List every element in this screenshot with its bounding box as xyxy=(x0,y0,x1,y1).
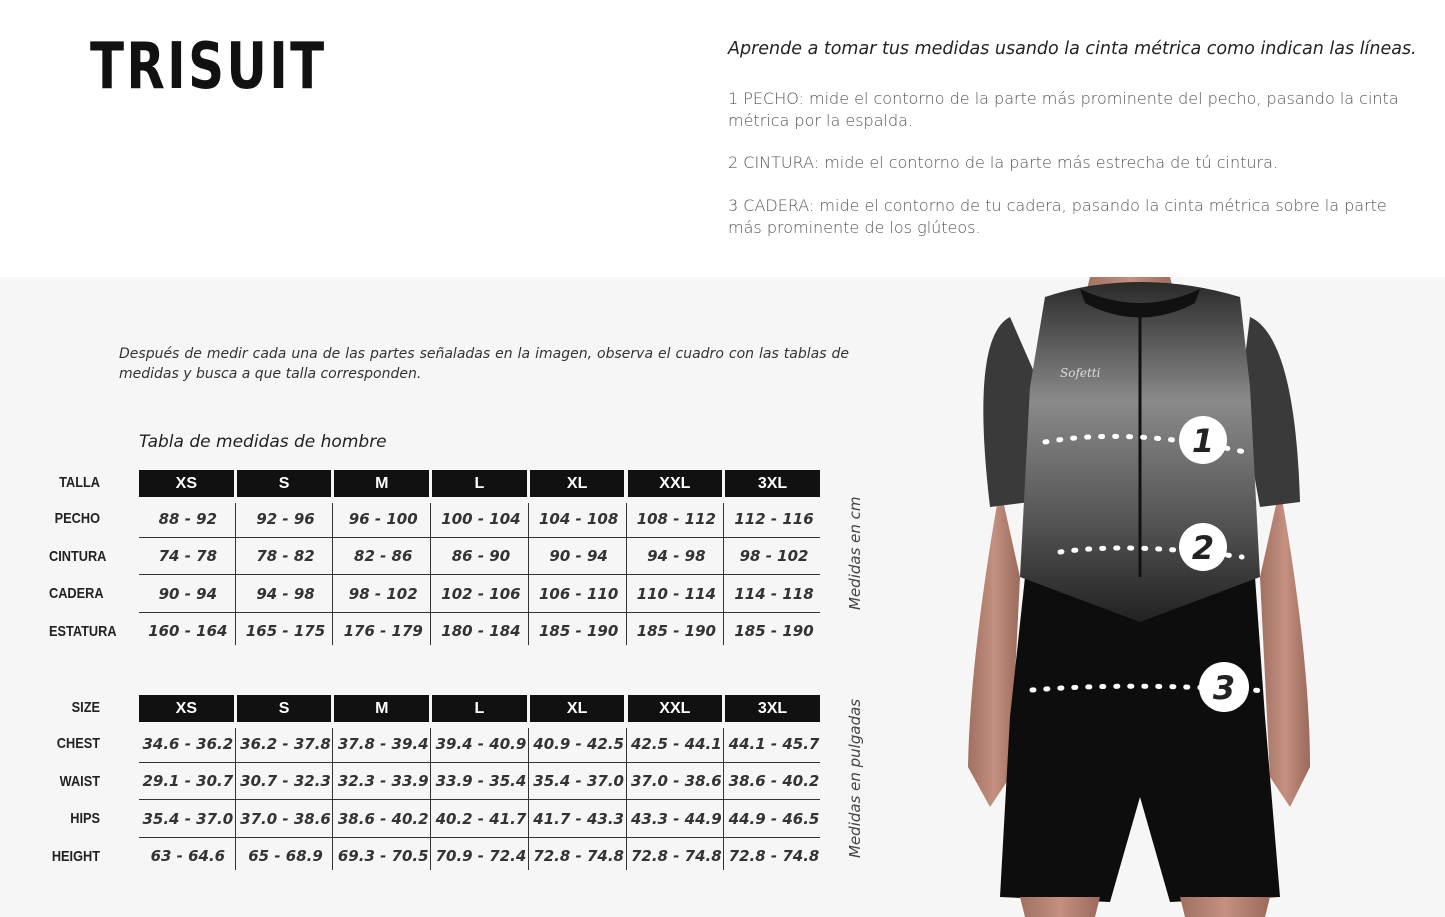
size-header-3xl: 3XL xyxy=(725,695,820,722)
table-cell: 114 - 118 xyxy=(734,584,814,603)
table-cell: 42.5 - 44.1 xyxy=(630,734,722,753)
instruction-hips: 3 CADERA: mide el contorno de tu cadera, pasando la cinta métrica sobre la parte más prominente de los glúteos. xyxy=(728,196,1387,237)
table-cell: 38.6 - 40.2 xyxy=(728,772,820,790)
brand-mark: Sofetti xyxy=(1060,366,1101,380)
column-divider xyxy=(235,728,236,870)
table-cell: 98 - 102 xyxy=(348,584,418,603)
size-header-xl: XL xyxy=(530,470,625,497)
size-header-xs: XS xyxy=(139,470,234,497)
top-section xyxy=(0,0,1445,277)
table-cell: 185 - 190 xyxy=(538,622,619,640)
table-cell: 78 - 82 xyxy=(256,547,315,565)
table-cell: 86 - 90 xyxy=(451,547,511,565)
table-cell: 110 - 114 xyxy=(636,584,716,603)
table-cell: 37.8 - 39.4 xyxy=(337,734,429,753)
table-cell: 44.1 - 45.7 xyxy=(728,734,820,753)
table-cell: 37.0 - 38.6 xyxy=(630,772,722,790)
svg-text:3: 3 xyxy=(1212,669,1236,707)
row-label-waist: WAIST xyxy=(59,772,100,790)
table-cell: 34.6 - 36.2 xyxy=(142,734,234,753)
row-label-chest: CHEST xyxy=(56,735,100,752)
table-cell: 40.2 - 41.7 xyxy=(435,809,527,828)
table-cell: 90 - 94 xyxy=(158,584,218,603)
table-cell: 33.9 - 35.4 xyxy=(435,772,527,790)
size-header-3xl: 3XL xyxy=(725,470,820,497)
howto-text: Aprende a tomar tus medidas usando la cinta métrica como indican las líneas. xyxy=(728,39,1417,59)
table-cell: 63 - 64.6 xyxy=(150,847,226,865)
column-divider xyxy=(528,503,529,645)
row-label-estatura: ESTATURA xyxy=(49,622,117,640)
header-label: SIZE xyxy=(71,699,100,716)
table-cell: 100 - 104 xyxy=(441,509,521,528)
table-cell: 41.7 - 43.3 xyxy=(533,809,624,828)
table-cell: 92 - 96 xyxy=(256,509,315,528)
column-divider xyxy=(626,728,627,870)
table-cell: 94 - 98 xyxy=(256,584,315,603)
column-divider xyxy=(723,503,724,645)
intro-text: Después de medir cada una de las partes señaladas en la imagen, observa el cuadro con las tablas de medidas y busca a que talla corresponden. xyxy=(119,346,849,382)
table-cell: 160 - 164 xyxy=(148,622,228,640)
table-cell: 165 - 175 xyxy=(245,622,326,640)
table-cell: 112 - 116 xyxy=(734,509,814,528)
table-cell: 40.9 - 42.5 xyxy=(533,734,624,753)
column-divider xyxy=(332,503,333,645)
size-header-xxl: XXL xyxy=(628,470,723,497)
instruction-chest: 1 PECHO: mide el contorno de la parte más prominente del pecho, pasando la cinta métrica por la espalda. xyxy=(728,89,1399,130)
table-cell: 30.7 - 32.3 xyxy=(240,772,331,790)
size-header-m: M xyxy=(334,470,429,497)
table-cell: 43.3 - 44.9 xyxy=(630,809,722,828)
table-cell: 35.4 - 37.0 xyxy=(533,772,624,790)
header-label: TALLA xyxy=(59,474,100,491)
size-header-s: S xyxy=(237,695,332,722)
inch-size-table xyxy=(40,695,830,865)
table-cell: 82 - 86 xyxy=(354,547,413,565)
table-cell: 72.8 - 74.8 xyxy=(630,847,722,865)
svg-text:2: 2 xyxy=(1191,529,1215,567)
table-cell: 180 - 184 xyxy=(441,622,521,640)
table-cell: 185 - 190 xyxy=(734,622,814,640)
cm-units-label: Medidas en cm xyxy=(846,496,864,610)
table-cell: 176 - 179 xyxy=(343,622,423,640)
table-cell: 104 - 108 xyxy=(538,509,619,528)
size-header-m: M xyxy=(334,695,429,722)
table-cell: 185 - 190 xyxy=(636,622,716,640)
table-cell: 37.0 - 38.6 xyxy=(240,809,331,828)
size-header-xxl: XXL xyxy=(628,695,723,722)
cm-size-table xyxy=(40,470,830,640)
column-divider xyxy=(235,503,236,645)
table-cell: 72.8 - 74.8 xyxy=(533,847,624,865)
column-divider xyxy=(332,728,333,870)
table-cell: 70.9 - 72.4 xyxy=(435,847,527,865)
size-header-s: S xyxy=(237,470,332,497)
table-cell: 35.4 - 37.0 xyxy=(142,809,234,828)
inch-units-label: Medidas en pulgadas xyxy=(846,698,864,858)
column-divider xyxy=(430,728,431,870)
table-cell: 65 - 68.9 xyxy=(248,847,323,865)
table-cell: 44.9 - 46.5 xyxy=(728,809,820,828)
row-label-height: HEIGHT xyxy=(51,847,100,865)
size-header-l: L xyxy=(432,695,527,722)
table-cell: 36.2 - 37.8 xyxy=(240,734,331,753)
row-label-cadera: CADERA xyxy=(49,585,104,602)
row-label-pecho: PECHO xyxy=(54,510,100,527)
size-header-l: L xyxy=(432,470,527,497)
table-cell: 32.3 - 33.9 xyxy=(337,772,429,790)
size-header-xs: XS xyxy=(139,695,234,722)
instruction-waist: 2 CINTURA: mide el contorno de la parte más estrecha de tú cintura. xyxy=(728,153,1278,172)
column-divider xyxy=(626,503,627,645)
column-divider xyxy=(723,728,724,870)
table-cell: 72.8 - 74.8 xyxy=(728,847,820,865)
table-cell: 98 - 102 xyxy=(739,547,809,565)
table-cell: 88 - 92 xyxy=(158,509,218,528)
column-divider xyxy=(430,503,431,645)
trisuit-figure xyxy=(950,277,1330,917)
row-label-hips: HIPS xyxy=(70,810,100,827)
table-cell: 108 - 112 xyxy=(636,509,716,528)
svg-text:1: 1 xyxy=(1191,422,1215,460)
size-header-xl: XL xyxy=(530,695,625,722)
column-divider xyxy=(528,728,529,870)
table-cell: 39.4 - 40.9 xyxy=(435,734,527,753)
table-cell: 69.3 - 70.5 xyxy=(337,847,429,865)
row-label-cintura: CINTURA xyxy=(49,547,107,565)
table-cell: 29.1 - 30.7 xyxy=(142,772,234,790)
table-cell: 96 - 100 xyxy=(348,509,418,528)
table-cell: 102 - 106 xyxy=(441,584,521,603)
table-cell: 94 - 98 xyxy=(647,547,706,565)
table-title: Tabla de medidas de hombre xyxy=(139,432,387,452)
table-cell: 74 - 78 xyxy=(158,547,218,565)
table-cell: 38.6 - 40.2 xyxy=(337,809,429,828)
page-title: TRISUIT xyxy=(90,30,327,104)
table-cell: 90 - 94 xyxy=(549,547,608,565)
table-cell: 106 - 110 xyxy=(538,584,619,603)
